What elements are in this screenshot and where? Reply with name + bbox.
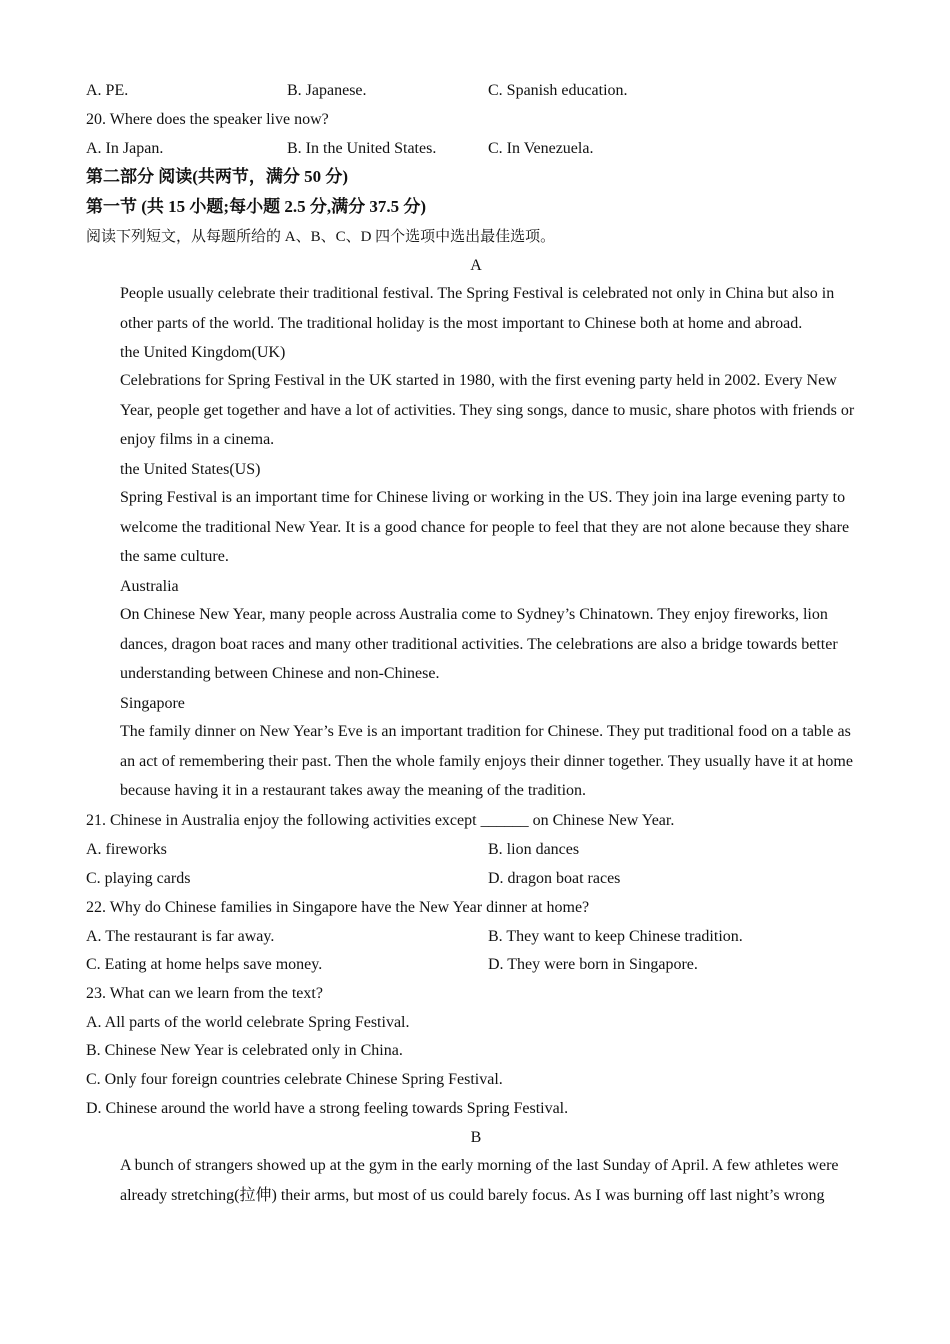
q20-option-b: B. In the United States. — [287, 140, 437, 157]
q23-option-d: D. Chinese around the world have a strong feeling towards Spring Festival. — [86, 1100, 569, 1117]
passage-a-us-heading: the United States(US) — [120, 461, 261, 478]
q21-option-c: C. playing cards — [86, 870, 191, 887]
q19-option-b: B. Japanese. — [287, 82, 367, 99]
passage-b-text: A bunch of strangers showed up at the gym in the early morning of the last Sunday of April. A few athletes were already stretching(拉伸) their arms, but most of us could barely focus. As I was burning off last night’s wrong — [120, 1157, 839, 1204]
q21-option-a: A. fireworks — [86, 841, 167, 858]
q22-option-a: A. The restaurant is far away. — [86, 928, 275, 945]
q21-option-b: B. lion dances — [488, 841, 580, 858]
passage-a-label: A — [470, 257, 482, 274]
q21-question: 21. Chinese in Australia enjoy the following activities except ______ on Chinese New Year. — [86, 812, 675, 829]
passage-a-sg-text: The family dinner on New Year’s Eve is an important tradition for Chinese. They put traditional food on a table as an act of remembering their past. Then the whole family enjoys their dinner together. They usually have it at home because having it in a restaurant takes away the meaning of the tradition. — [120, 723, 853, 799]
q20-option-c: C. In Venezuela. — [488, 140, 594, 157]
q20-option-a: A. In Japan. — [86, 140, 164, 157]
q23-option-b: B. Chinese New Year is celebrated only in China. — [86, 1042, 403, 1059]
q21-option-d: D. dragon boat races — [488, 870, 621, 887]
q22-option-c: C. Eating at home helps save money. — [86, 956, 323, 973]
instructions: 阅读下列短文，从每题所给的 A、B、C、D 四个选项中选出最佳选项。 — [86, 229, 556, 245]
q22-question: 22. Why do Chinese families in Singapore have the New Year dinner at home? — [86, 899, 590, 916]
q20-question: 20. Where does the speaker live now? — [86, 111, 329, 128]
q23-option-a: A. All parts of the world celebrate Spring Festival. — [86, 1014, 410, 1031]
q22-option-d: D. They were born in Singapore. — [488, 956, 698, 973]
passage-a-au-heading: Australia — [120, 578, 179, 595]
passage-a-uk-text: Celebrations for Spring Festival in the UK started in 1980, with the first evening party held in 2002. Every New Year, people get together and have a lot of activities. They sing songs, dance to music, share photos with friends or enjoy films in a cinema. — [120, 372, 855, 448]
q19-option-c: C. Spanish education. — [488, 82, 628, 99]
q23-option-c: C. Only four foreign countries celebrate Chinese Spring Festival. — [86, 1071, 503, 1088]
part2-heading: 第二部分 阅读(共两节，满分 50 分) — [86, 167, 349, 186]
q22-option-b: B. They want to keep Chinese tradition. — [488, 928, 743, 945]
passage-a-intro: People usually celebrate their traditional festival. The Spring Festival is celebrated not only in China but also in other parts of the world. The traditional holiday is the most important to Chinese both at home and abroad. — [120, 285, 835, 332]
passage-b-label: B — [470, 1129, 482, 1146]
passage-a-us-text: Spring Festival is an important time for Chinese living or working in the US. They join ina large evening party to welcome the traditional New Year. It is a good chance for people to feel that they are not alone because they share the same culture. — [120, 489, 850, 565]
passage-a-uk-heading: the United Kingdom(UK) — [120, 344, 286, 361]
q19-option-a: A. PE. — [86, 82, 129, 99]
passage-a-sg-heading: Singapore — [120, 695, 185, 712]
q23-question: 23. What can we learn from the text? — [86, 985, 323, 1002]
passage-a-au-text: On Chinese New Year, many people across Australia come to Sydney’s Chinatown. They enjoy fireworks, lion dances, dragon boat races and many other traditional activities. The celebrations are also a bridge towards better understanding between Chinese and non-Chinese. — [120, 606, 838, 682]
section1-heading: 第一节 (共 15 小题;每小题 2.5 分,满分 37.5 分) — [86, 197, 426, 216]
